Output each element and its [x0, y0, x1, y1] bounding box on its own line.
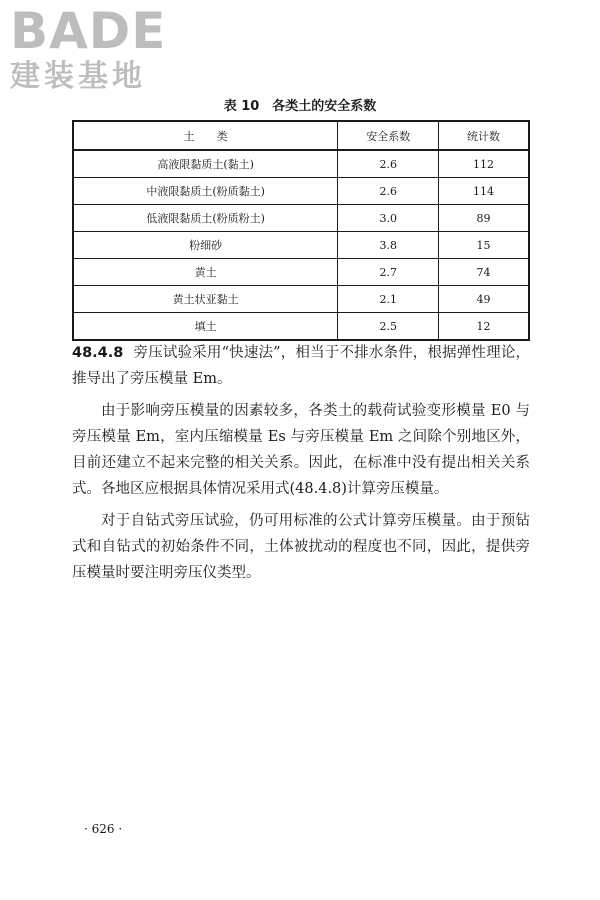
- paragraph-2: 由于影响旁压模量的因素较多，各类土的载荷试验变形模量 E0 与旁压模量 Em，室内压缩模量 Es 与旁压模量 Em 之间除个别地区外，目前还建立不起来完整的相关关系。因此，在标准中没有提出相关关系式。各地区应根据具体情况采用式(48.4.8)计算旁压模量。: [72, 403, 530, 497]
- cell-soil-type: 黄土状亚黏土: [73, 286, 338, 313]
- cell-soil-type: 填土: [73, 313, 338, 341]
- table-header-row: [73, 121, 529, 150]
- cell-safety-factor: 3.0: [338, 205, 439, 232]
- cell-soil-type: 低液限黏质土(粉质粉土): [73, 205, 338, 232]
- table-caption: 表 10 各类土的安全系数: [223, 99, 377, 114]
- table-row: [73, 313, 529, 341]
- paragraph-1: 旁压试验采用“快速法”，相当于不排水条件，根据弹性理论，推导出了旁压模量 Em。: [72, 345, 530, 387]
- table-row: [73, 286, 529, 313]
- cell-safety-factor: 2.6: [338, 150, 439, 178]
- section-number: 48.4.8: [72, 345, 124, 361]
- table-row: [73, 232, 529, 259]
- table-row: [73, 178, 529, 205]
- cell-safety-factor: 2.6: [338, 178, 439, 205]
- paragraph-3: 对于自钻式旁压试验，仍可用标准的公式计算旁压模量。由于预钻式和自钻式的初始条件不同，土体被扰动的程度也不同，因此，提供旁压模量时要注明旁压仪类型。: [72, 513, 530, 581]
- table-row: [73, 150, 529, 178]
- cell-soil-type: 高液限黏质土(黏土): [73, 150, 338, 178]
- cell-safety-factor: 2.7: [338, 259, 439, 286]
- cell-soil-type: 粉细砂: [73, 232, 338, 259]
- cell-count: 89: [439, 205, 529, 232]
- cell-count: 112: [439, 150, 529, 178]
- cell-safety-factor: 2.1: [338, 286, 439, 313]
- cell-soil-type: 中液限黏质土(粉质黏土): [73, 178, 338, 205]
- cell-safety-factor: 3.8: [338, 232, 439, 259]
- cell-count: 12: [439, 313, 529, 341]
- logo-sub-text: 建装基地: [10, 59, 146, 94]
- logo-main-text: BADE: [10, 2, 167, 60]
- safety-factor-table: [72, 120, 530, 341]
- cell-count: 15: [439, 232, 529, 259]
- table-row: [73, 259, 529, 286]
- header-soil-type: 土 类: [73, 121, 338, 150]
- cell-count: 114: [439, 178, 529, 205]
- paragraph-section: [72, 340, 530, 392]
- header-count: 统计数: [439, 121, 529, 150]
- cell-soil-type: 黄土: [73, 259, 338, 286]
- page-number: · 626 ·: [84, 822, 123, 836]
- cell-safety-factor: 2.5: [338, 313, 439, 341]
- body-text: [72, 340, 530, 592]
- cell-count: 74: [439, 259, 529, 286]
- cell-count: 49: [439, 286, 529, 313]
- table-row: [73, 205, 529, 232]
- header-safety-factor: 安全系数: [338, 121, 439, 150]
- watermark-logo: [10, 2, 167, 94]
